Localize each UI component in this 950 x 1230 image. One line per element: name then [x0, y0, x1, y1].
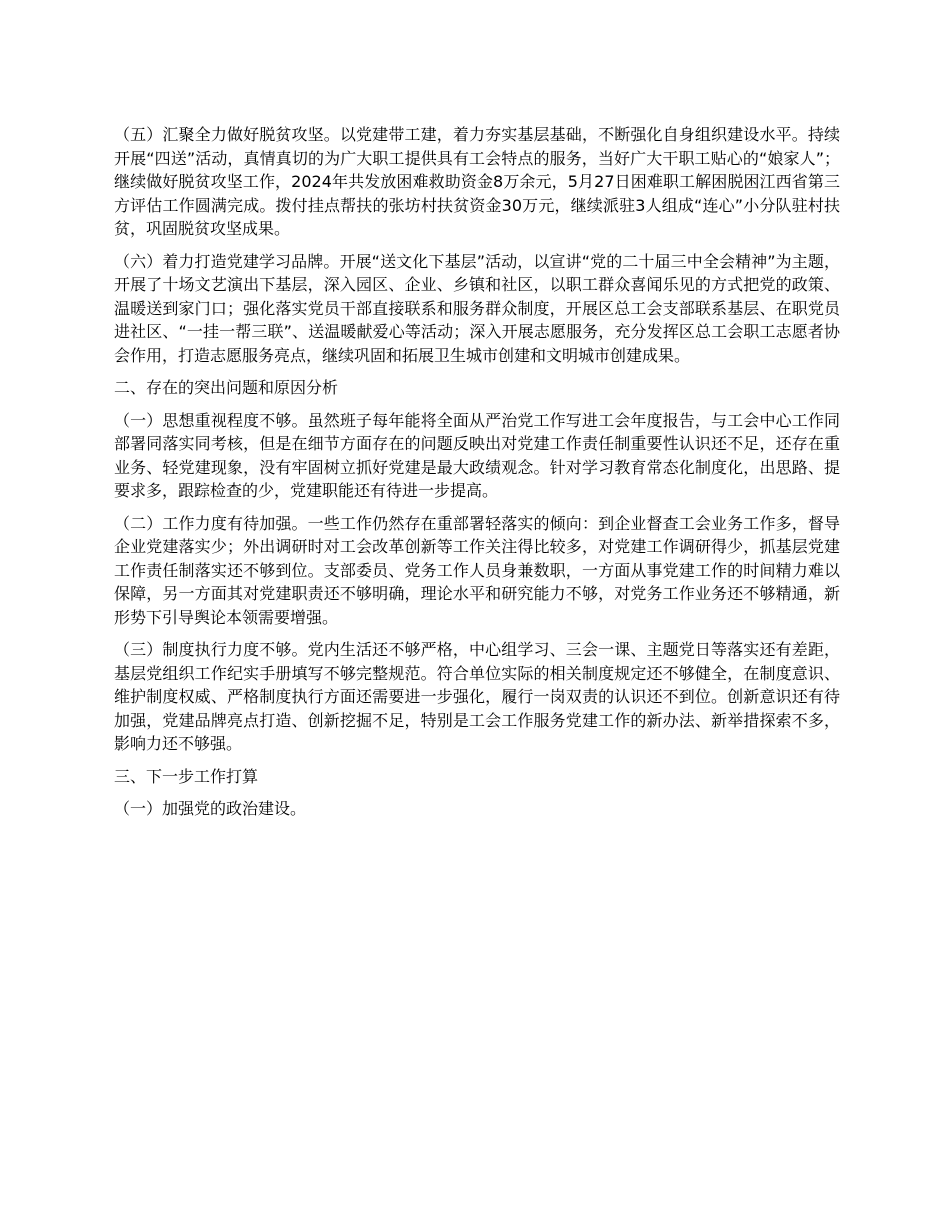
document-body — [114, 123, 840, 830]
paragraph-party-study-brand: （六）着力打造党建学习品牌。开展“送文化下基层”活动，以宣讲“党的二十届三中全会精神”为主题，开展了十场文艺演出下基层，深入园区、企业、乡镇和社区，以职工群众喜闻乐见的方式把党的政策、温暖送到家门口；强化落实党员干部直接联系和服务群众制度，开展区总工会支部联系基层、在职党员进社区、“一挂一帮三联”、送温暖献爱心等活动；深入开展志愿服务，充分发挥区总工会职工志愿者协会作用，打造志愿服务亮点，继续巩固和拓展卫生城市创建和文明城市创建成果。 — [114, 251, 840, 365]
paragraph-political-construction: （一）加强党的政治建设。 — [114, 799, 307, 818]
paragraph-poverty-alleviation: （五）汇聚全力做好脱贫攻坚。以党建带工建，着力夯实基层基础，不断强化自身组织建设水平。持续开展“四送”活动，真情真切的为广大职工提供具有工会特点的服务，当好广大干职工贴心的“娘家人”；继续做好脱贫攻坚工作，2024年共发放困难救助资金8万余元，5月27日困难职工解困脱困江西省第三方评估工作圆满完成。拨付挂点帮扶的张坊村扶贫资金30万元，继续派驻3人组成“连心”小分队驻村扶贫，巩固脱贫攻坚成果。 — [114, 125, 840, 238]
paragraph-ideological-attention: （一）思想重视程度不够。虽然班子每年能将全面从严治党工作写进工会年度报告，与工会中心工作同部署同落实同考核，但是在细节方面存在的问题反映出对党建工作责任制重要性认识还不足，还存在重业务、轻党建现象，没有牢固树立抓好党建是最大政绩观念。针对学习教育常态化制度化，出思路、提要求多，跟踪检查的少，党建职能还有待进一步提高。 — [114, 410, 840, 500]
section-heading-next-steps: 三、下一步工作打算 — [114, 766, 259, 786]
paragraph-work-intensity: （二）工作力度有待加强。一些工作仍然存在重部署轻落实的倾向：到企业督查工会业务工作多，督导企业党建落实少；外出调研时对工会改革创新等工作关注得比较多，对党建工作调研得少，抓基层党建工作责任制落实还不够到位。支部委员、党务工作人员身兼数职，一方面从事党建工作的时间精力难以保障，另一方面其对党建职责还不够明确，理论水平和研究能力不够，对党务工作业务还不够精通，新形势下引导舆论本领需要增强。 — [114, 513, 840, 627]
section-heading-problems: 二、存在的突出问题和原因分析 — [114, 378, 339, 397]
paragraph-system-execution: （三）制度执行力度不够。党内生活还不够严格，中心组学习、三会一课、主题党日等落实还有差距，基层党组织工作纪实手册填写不够完整规范。符合单位实际的相关制度规定还不够健全，在制度意识、维护制度权威、严格制度执行方面还需要进一步强化，履行一岗双责的认识还不到位。创新意识还有待加强，党建品牌亮点打造、创新挖掘不足，特别是工会工作服务党建工作的新办法、新举措探索不多，影响力还不够强。 — [114, 640, 840, 753]
